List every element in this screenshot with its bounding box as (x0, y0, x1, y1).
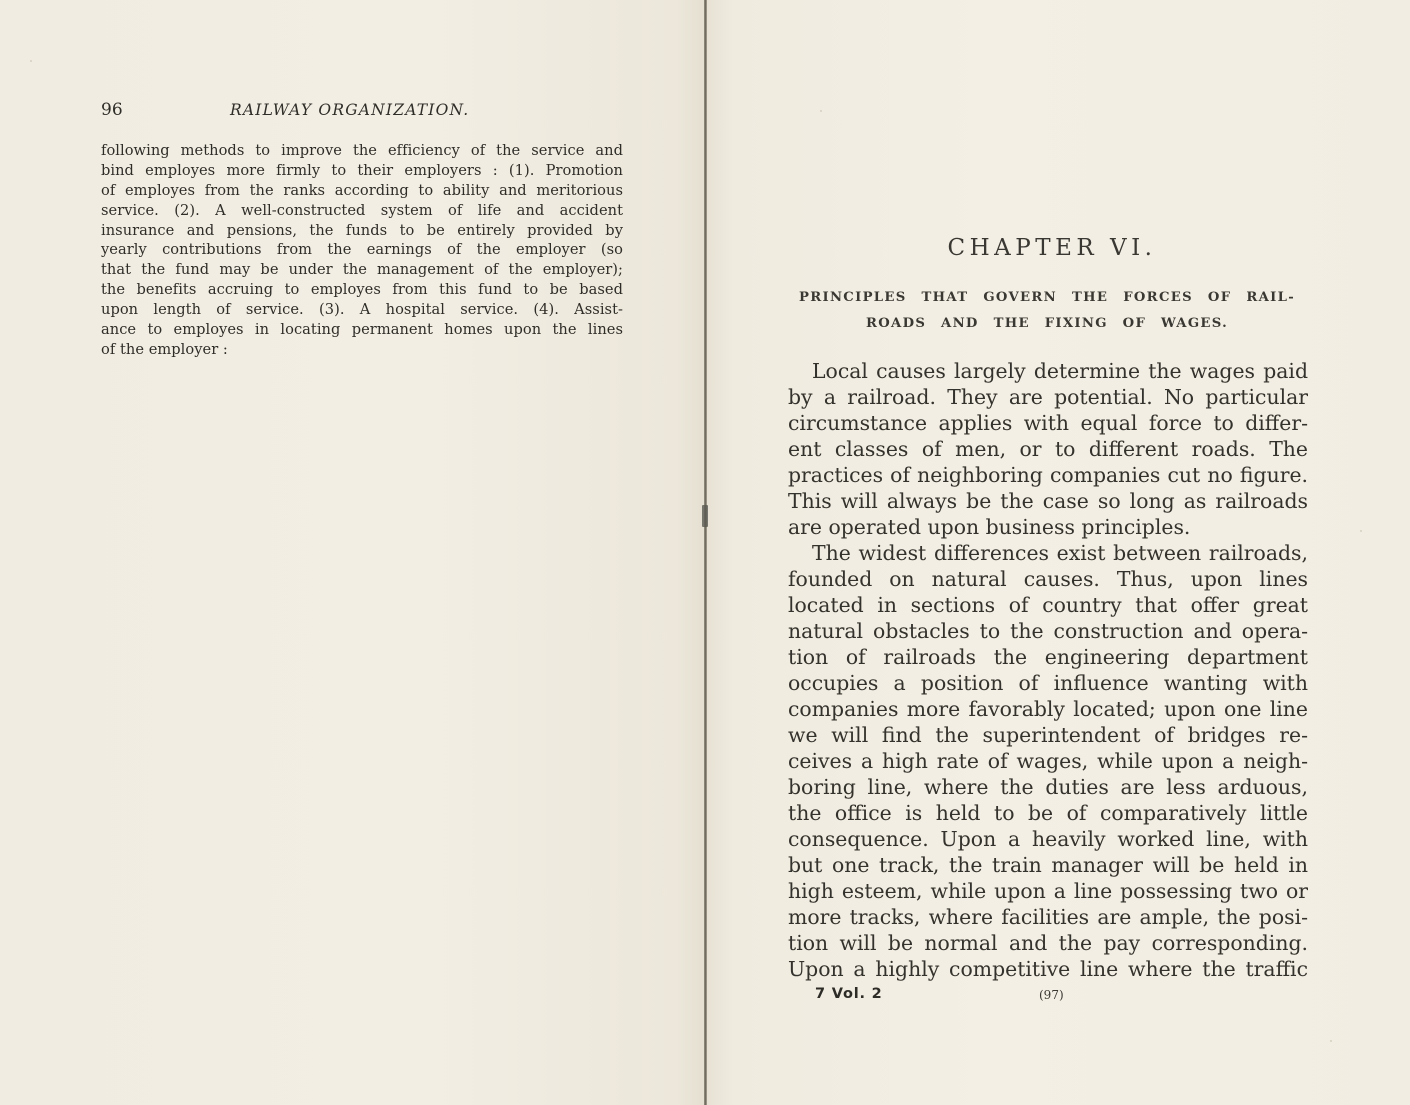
text-line: the benefits accruing to employes from this fund to be based (101, 281, 623, 298)
text-line: circumstance applies with equal force to differ- (788, 411, 1308, 435)
paper-speck (820, 110, 822, 112)
text-line: insurance and pensions, the funds to be entirely provided by (101, 222, 623, 239)
page-folio: (97) (1039, 988, 1064, 1002)
text-line: ent classes of men, or to different roads. The (788, 437, 1308, 461)
text-line: practices of neighboring companies cut no figure. (788, 463, 1308, 487)
text-line: consequence. Upon a heavily worked line, with (788, 827, 1308, 851)
text-line: of employes from the ranks according to ability and meritorious (101, 182, 623, 199)
text-line: occupies a position of influence wanting with (788, 671, 1308, 695)
paper-speck (1330, 1040, 1332, 1042)
text-line: the office is held to be of comparatively little (788, 801, 1308, 825)
text-line: of the employer : (101, 341, 228, 358)
text-line: service. (2). A well-constructed system of life and accident (101, 202, 623, 219)
signature-mark: 7 Vol. 2 (815, 986, 883, 1002)
chapter-subtitle-line: ROADS AND THE FIXING OF WAGES. (866, 316, 1228, 331)
text-line: by a railroad. They are potential. No particular (788, 385, 1308, 409)
text-line: tion of railroads the engineering department (788, 645, 1308, 669)
text-line: bind employes more firmly to their employers : (1). Promotion (101, 162, 623, 179)
page-number: 96 (101, 100, 123, 120)
text-line: Upon a highly competitive line where the traffic (788, 957, 1308, 981)
running-head: RAILWAY ORGANIZATION. (230, 101, 470, 119)
text-line: that the fund may be under the management of the employer); (101, 261, 623, 278)
text-line: located in sections of country that offer great (788, 593, 1308, 617)
chapter-title: CHAPTER VI. (947, 235, 1157, 261)
book-gutter (704, 0, 707, 1105)
text-line: This will always be the case so long as railroads (788, 489, 1308, 513)
text-line: are operated upon business principles. (788, 515, 1191, 539)
paper-speck (30, 60, 32, 62)
text-line: more tracks, where facilities are ample, the posi- (788, 905, 1308, 929)
text-line: upon length of service. (3). A hospital service. (4). Assist- (101, 301, 623, 318)
text-line: we will find the superintendent of bridges re- (788, 723, 1308, 747)
text-line: boring line, where the duties are less arduous, (788, 775, 1308, 799)
text-line: Local causes largely determine the wages paid (812, 359, 1308, 383)
paper-speck (1360, 530, 1362, 532)
chapter-subtitle-line: PRINCIPLES THAT GOVERN THE FORCES OF RAIL- (799, 290, 1295, 305)
text-line: companies more favorably located; upon one line (788, 697, 1308, 721)
text-line: but one track, the train manager will be held in (788, 853, 1308, 877)
text-line: natural obstacles to the construction and opera- (788, 619, 1308, 643)
text-line: following methods to improve the efficiency of the service and (101, 142, 623, 159)
binding-thread (702, 505, 708, 527)
text-line: The widest differences exist between railroads, (812, 541, 1308, 565)
text-line: ance to employes in locating permanent homes upon the lines (101, 321, 623, 338)
text-line: yearly contributions from the earnings of the employer (so (101, 241, 623, 258)
text-line: founded on natural causes. Thus, upon lines (788, 567, 1308, 591)
text-line: high esteem, while upon a line possessing two or (788, 879, 1308, 903)
text-line: tion will be normal and the pay corresponding. (788, 931, 1308, 955)
text-line: ceives a high rate of wages, while upon a neigh- (788, 749, 1308, 773)
